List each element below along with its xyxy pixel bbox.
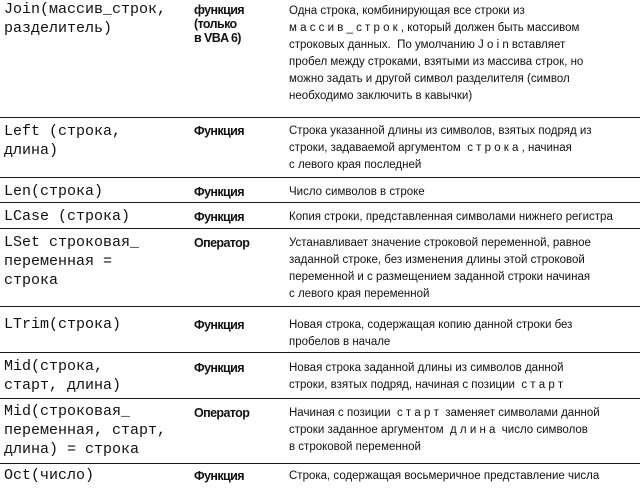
syntax-cell: Mid(строковая_ переменная, старт, длина) = строка <box>4 403 167 458</box>
row-divider <box>0 228 640 229</box>
row-divider <box>0 202 640 203</box>
row-divider <box>0 117 640 118</box>
kind-cell: Функция <box>194 318 244 332</box>
description-cell: Новая строка заданной длины из символов данной строки, взятых подряд, начиная с позиции с т а р т <box>289 362 564 391</box>
kind-cell: Функция <box>194 361 244 375</box>
syntax-cell: LTrim(строка) <box>4 316 122 333</box>
kind-cell: Функция <box>194 124 244 138</box>
syntax-cell: LCase (строка) <box>4 208 131 225</box>
description-cell: Число символов в строке <box>289 186 425 198</box>
syntax-cell: LSet строковая_ переменная = строка <box>4 234 140 289</box>
kind-cell: Функция <box>194 210 244 224</box>
syntax-cell: Oct(число) <box>4 467 95 484</box>
row-divider <box>0 398 640 399</box>
syntax-cell: Len(строка) <box>4 183 104 200</box>
description-cell: Устанавливает значение строковой переменной, равное заданной строке, без изменения длины этой строковой переменной и с размещением заданной строки начиная с левого края переменной <box>289 237 591 300</box>
row-divider <box>0 177 640 178</box>
kind-cell: функция (только в VBA 6) <box>194 3 244 45</box>
description-cell: Новая строка, содержащая копию данной строки без пробелов в начале <box>289 319 573 348</box>
kind-cell: Оператор <box>194 236 250 250</box>
kind-cell: Оператор <box>194 406 250 420</box>
description-cell: Начиная с позиции с т а р т заменяет символами данной строки заданное аргументом д л и н а число символов в строковой переменной <box>289 407 600 453</box>
description-cell: Копия строки, представленная символами нижнего регистра <box>289 211 613 223</box>
row-divider <box>0 352 640 353</box>
syntax-cell: Join(массив_строк, разделитель) <box>4 1 167 37</box>
row-divider <box>0 463 640 464</box>
kind-cell: Функция <box>194 469 244 483</box>
description-cell: Строка указанной длины из символов, взятых подряд из строки, задаваемой аргументом с т р о к а , начиная с левого края последней <box>289 125 592 171</box>
row-divider <box>0 306 640 307</box>
description-cell: Одна строка, комбинирующая все строки из м а с с и в _ с т р о к , который должен быть массивом строковых данных. По умолчанию J o i n вставляет пробел между строками, взятыми из массива строк, но можно задать и другой символ разделителя (символ необходимо заключить в кавычки) <box>289 5 584 102</box>
syntax-cell: Left (строка, длина) <box>4 123 122 159</box>
description-cell: Строка, содержащая восьмеричное представление числа <box>289 470 600 482</box>
kind-cell: Функция <box>194 185 244 199</box>
syntax-cell: Mid(строка, старт, длина) <box>4 358 122 394</box>
